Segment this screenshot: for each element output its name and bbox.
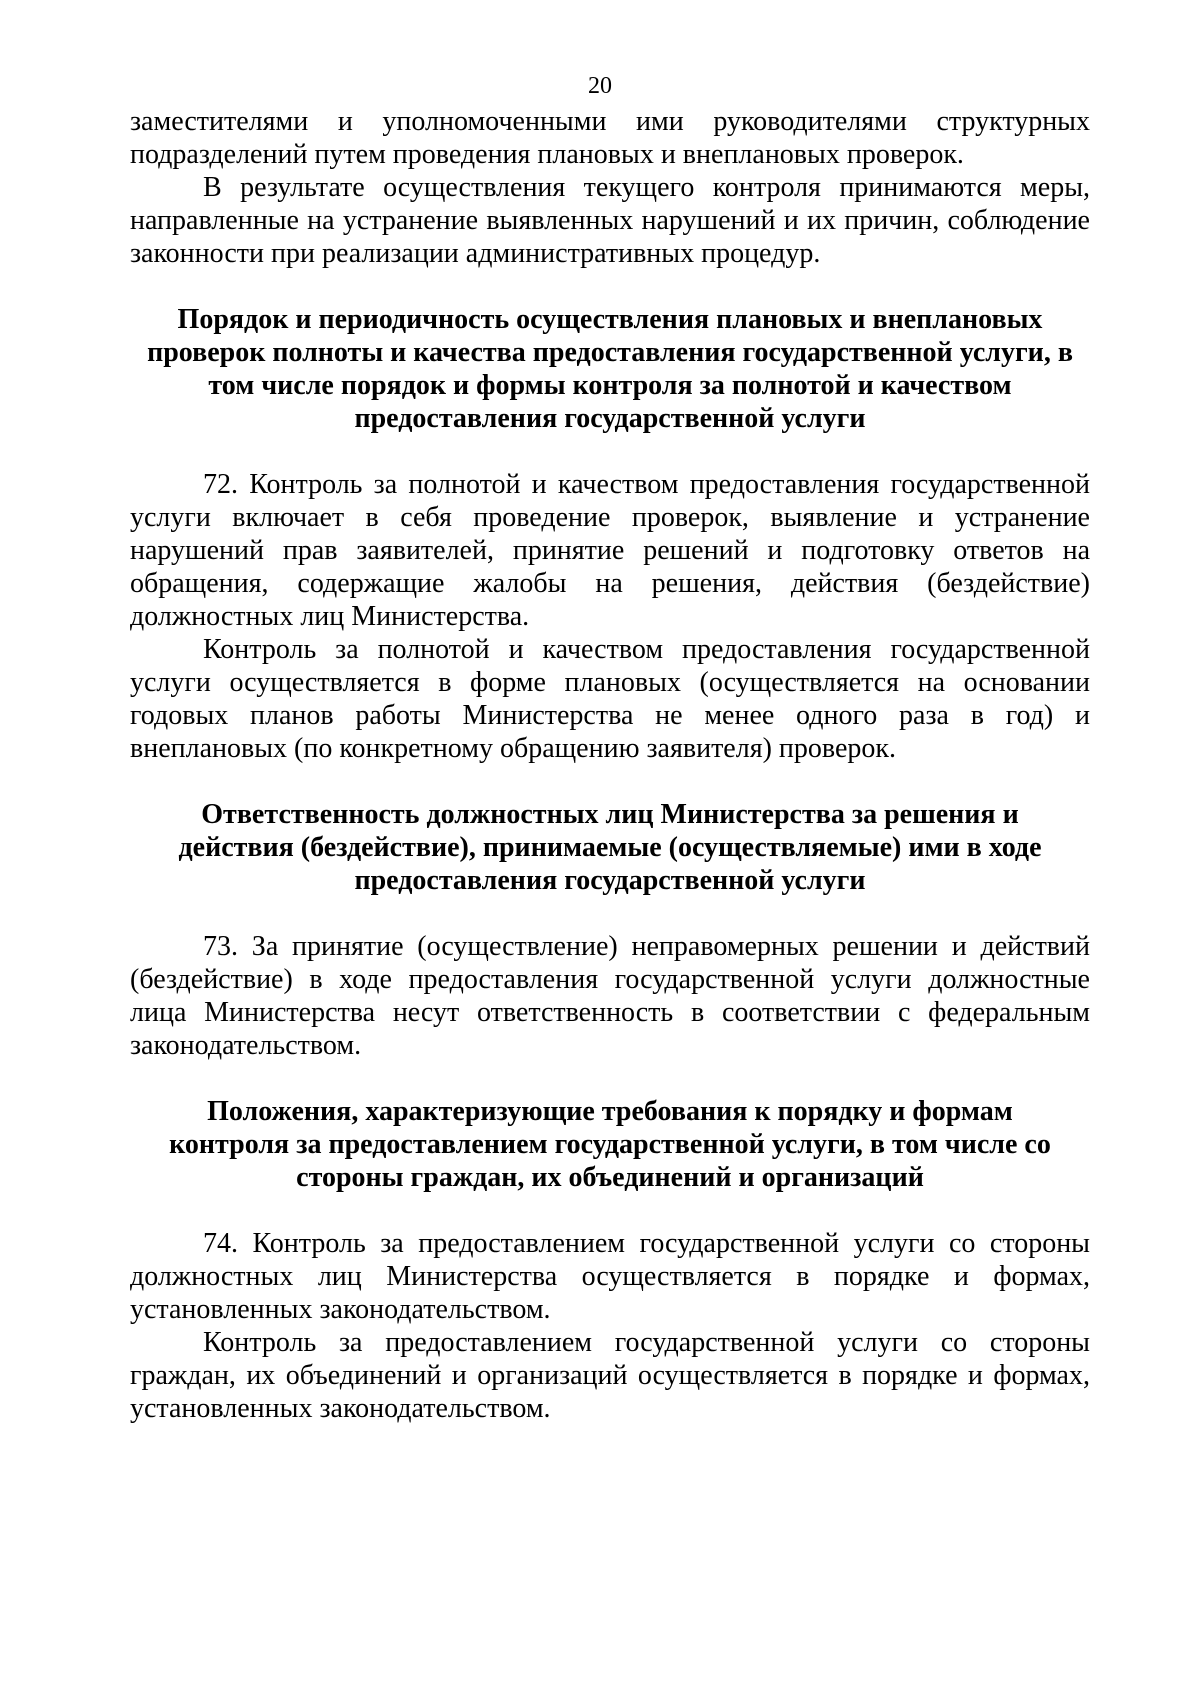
page-number: 20 <box>588 73 612 99</box>
heading-line: Положения, характеризующие требования к порядку и формам <box>207 1096 1013 1127</box>
document-body <box>130 105 1090 1425</box>
heading-line: проверок полноты и качества предоставления государственной услуги, в <box>147 337 1073 368</box>
paragraph-continuation: заместителями и уполномоченными ими руководителями структурных подразделений путем проведения плановых и внеплановых проверок. <box>130 106 1090 170</box>
section-heading-inspections <box>130 303 1090 435</box>
section-heading-responsibility <box>130 798 1090 897</box>
paragraph-current-control-result: В результате осуществления текущего контроля принимаются меры, направленные на устранение выявленных нарушений и их причин, соблюдение законности при реализации административных процедур. <box>130 172 1090 269</box>
paragraph-72-control-forms: Контроль за полнотой и качеством предоставления государственной услуги осуществляется в форме плановых (осуществляется на основании годовых планов работы Министерства не менее одного раза в год) и внеплановых (по конкретному обращению заявителя) проверок. <box>130 634 1090 764</box>
heading-line: Порядок и периодичность осуществления плановых и внеплановых <box>177 304 1043 335</box>
heading-line: том числе порядок и формы контроля за полнотой и качеством <box>208 370 1012 401</box>
paragraph-74-citizen-control: Контроль за предоставлением государственной услуги со стороны граждан, их объединений и организаций осуществляется в порядке и формах, установленных законодательством. <box>130 1327 1090 1424</box>
heading-line: предоставления государственной услуги <box>354 403 866 434</box>
heading-line: контроля за предоставлением государственной услуги, в том числе со <box>169 1129 1051 1160</box>
paragraph-74: 74. Контроль за предоставлением государственной услуги со стороны должностных лиц Министерства осуществляется в порядке и формах, установленных законодательством. <box>130 1228 1090 1325</box>
paragraph-72: 72. Контроль за полнотой и качеством предоставления государственной услуги включает в себя проведение проверок, выявление и устранение нарушений прав заявителей, принятие решений и подготовку ответов на обращения, содержащие жалобы на решения, действия (бездействие) должностных лиц Министерства. <box>130 469 1090 632</box>
heading-line: Ответственность должностных лиц Министерства за решения и <box>201 799 1019 830</box>
heading-line: предоставления государственной услуги <box>354 865 866 896</box>
section-heading-citizen-control <box>130 1095 1090 1194</box>
heading-line: действия (бездействие), принимаемые (осуществляемые) ими в ходе <box>178 832 1042 863</box>
paragraph-73: 73. За принятие (осуществление) неправомерных решении и действий (бездействие) в ходе предоставления государственной услуги должностные лица Министерства несут ответственность в соответствии с федеральным законодательством. <box>130 931 1090 1061</box>
heading-line: стороны граждан, их объединений и организаций <box>296 1162 924 1193</box>
